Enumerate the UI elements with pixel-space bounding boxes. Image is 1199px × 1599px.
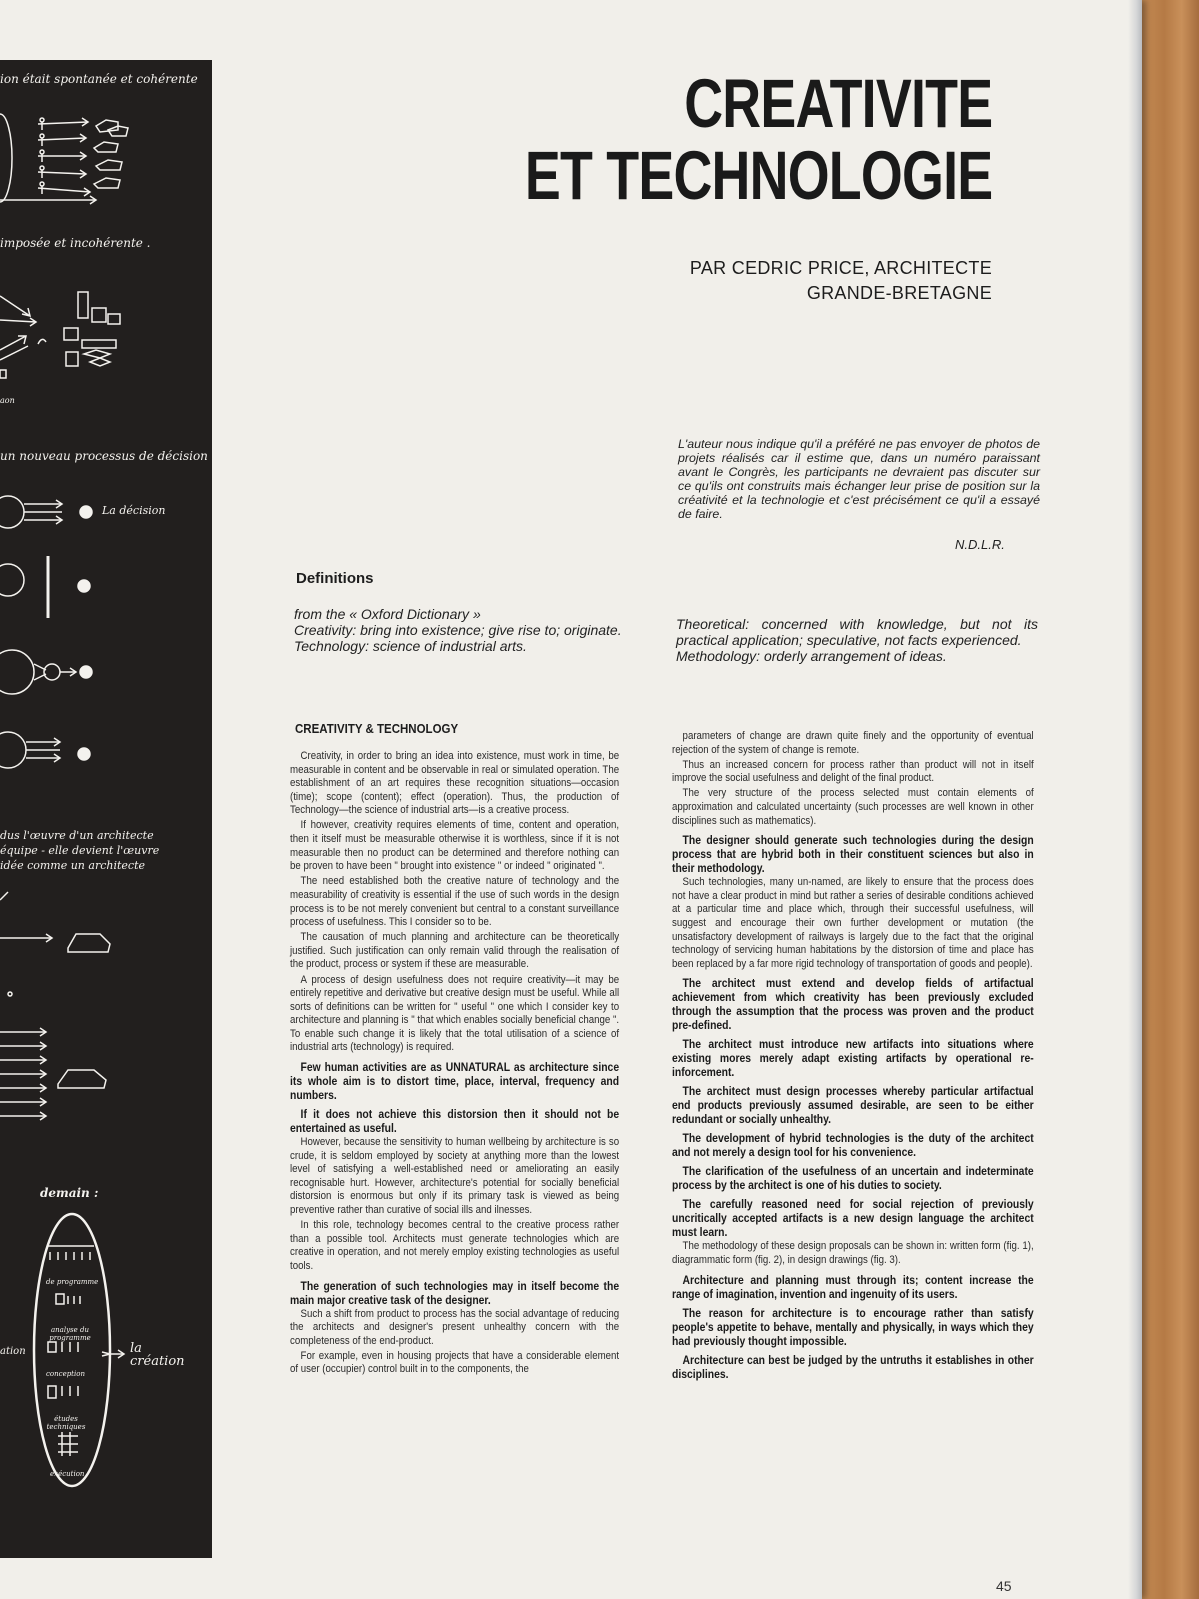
group-outline	[0, 114, 12, 202]
paragraph: Architecture can best be judged by the untruths it establishes in other disciplines.	[672, 1352, 1034, 1381]
section-heading: CREATIVITY & TECHNOLOGY	[295, 722, 459, 736]
paragraph: In this role, technology becomes central to the creative process rather than a possible tool. Architects must generate technologies which are creative in operation, and not merely employ existing technologies as useful tools.	[290, 1219, 620, 1272]
definitions-left	[294, 606, 654, 654]
decision-dot	[80, 506, 92, 518]
decision-label: La décision	[102, 504, 166, 517]
definitions-right	[676, 616, 1038, 664]
paragraph: Creativity, in order to bring an idea into existence, must work in time, be measurable in content and be observable in real or simulated operation. The establishment of an art requires these recognition situations—occasion (time); scope (content); effect (operation). Thus, the production of Technology—the science of industrial arts—is a creative process.	[290, 750, 620, 817]
panel-caption: un nouveau processus de décision	[0, 449, 208, 463]
paragraph: The generation of such technologies may in itself become the main major creative task of the designer.	[290, 1278, 620, 1307]
panel-caption: ion était spontanée et cohérente	[0, 72, 198, 86]
decision-dot	[78, 748, 90, 760]
paragraph: The carefully reasoned need for social rejection of previously uncritically accepted artifacts is a new design language the architect must learn.	[672, 1197, 1034, 1240]
stage-label: analyse du programme	[49, 1326, 91, 1342]
byline-country: GRANDE-BRETAGNE	[806, 283, 992, 303]
table-surface	[1141, 0, 1199, 1599]
definition-technology: Technology: science of industrial arts.	[294, 638, 527, 654]
paragraph: Such technologies, many un-named, are likely to ensure that the process does not have a clear product in mind but rather a series of desirable conditions achieved at a particular time and place which, through their successful usefulness, will suggest and encourage their own further development or mutation (the unsatisfactory development of railways is largely due to the fact that the original technology of servicing human habitations by the distorsion of time and place has been replaced by a far more rigid technology of transportation of goods and people).	[672, 876, 1034, 970]
stage-label: études techniques	[46, 1415, 86, 1431]
hand-drawn-diagrams	[0, 60, 212, 1558]
paragraph: The architect must extend and develop fields of artifactual achievement from which creativity has been previously excluded through the assumption that the process was proven and the product pre-defined.	[672, 976, 1034, 1033]
page-number: 45	[996, 1578, 1012, 1594]
page-edge	[1128, 0, 1142, 1599]
panel-caption: équipe - elle devient l'œuvre	[0, 844, 160, 857]
creation-label: la création	[130, 1341, 185, 1369]
panel-caption: dus l'œuvre d'un architecte	[0, 829, 154, 842]
paragraph: If however, creativity requires elements of time, content and operation, then it itself must be measurable otherwise it is worthless, since if it is not measurable then no product can be determined and therefore nothing can be proven to have been " brought into existence " or indeed " originated ".	[290, 819, 620, 873]
creation-arrow	[102, 1350, 124, 1358]
definition-theoretical: Theoretical: concerned with knowledge, but not its practical application; speculative, not facts experienced.	[676, 616, 1038, 648]
paragraph: Thus an increased concern for process rather than product will not in itself improve the social usefulness and delight of the final product.	[672, 758, 1034, 785]
city-blocks-icon	[64, 292, 120, 366]
paragraph: The clarification of the usefulness of an uncertain and indeterminate process by the architect is one of his duties to society.	[672, 1164, 1034, 1193]
stage-figures	[48, 1246, 94, 1456]
paragraph: The methodology of these design proposals can be shown in: written form (fig. 1), diagrammatic form (fig. 2), in design drawings (fig. 3).	[672, 1240, 1034, 1266]
decision-row	[0, 496, 62, 528]
paragraph: If it does not achieve this distorsion then it should not be entertained as useful.	[290, 1107, 620, 1136]
arrows-to-buildings	[0, 118, 96, 204]
paragraph: Few human activities are as UNNATURAL as architecture since its whole aim is to distort time, place, interval, frequency and numbers.	[290, 1060, 620, 1103]
panel-caption: aon	[0, 396, 15, 405]
stage-label: conception	[46, 1370, 85, 1378]
paragraph: The architect must design processes whereby particular artifactual end products previously assumed desirable, are seen to be either redundant or socially unhealthy.	[672, 1084, 1034, 1127]
diagram-panel	[0, 60, 212, 1558]
arrows-to-house	[0, 1028, 106, 1120]
decision-dot	[80, 666, 92, 678]
paragraph: The need established both the creative nature of technology and the measurability of creativity is essential if the use of such words in the design process is to be not merely convenient but central to a constant surveillance process of usefulness. This I consider so to be.	[290, 875, 620, 929]
paragraph: However, because the sensitivity to human wellbeing by architecture is so crude, it is seldom employed by society at anything more than the lowest level of satisfying a well-established need or ameliorating an easily recognisable hurt. However, architecture's potential for socially beneficial distorsion is enormous but only if its primary task is viewed as being preventive rather than curative of social ills and ilnesses.	[290, 1136, 620, 1217]
title-line: CREATIVITE	[683, 65, 992, 142]
byline-author: PAR CEDRIC PRICE, ARCHITECTE	[689, 258, 992, 278]
definition-source: from the « Oxford Dictionary »	[294, 606, 481, 622]
decision-row	[0, 556, 48, 618]
paragraph: Such a shift from product to process has the social advantage of reducing the architects and designer's present unhealthy concern with the completeness of the end-product.	[290, 1307, 620, 1347]
process-oval	[34, 1214, 110, 1486]
article-title	[524, 65, 992, 214]
building-icons	[94, 120, 128, 188]
paragraph: The reason for architecture is to encourage rather than satisfy people's appetite to behave, mentally and physically, in ways which they had previously thought impossible.	[672, 1305, 1034, 1348]
arrow-to-house	[0, 892, 110, 996]
stage-label: de programme	[46, 1278, 99, 1286]
decision-row	[0, 650, 76, 694]
definition-creativity: Creativity: bring into existence; give rise to; originate.	[294, 622, 622, 638]
editor-note: L'auteur nous indique qu'il a préféré ne pas envoyer de photos de projets réalisés car il estime que, dans un numéro paraissant avant le Congrès, les participants ne devraient pas discuter sur ce qu'ils ont construits mais échanger leur prise de position sur la créativité et la technologie et c'est précisément ce qu'il a essayé de faire.	[678, 437, 1040, 521]
paragraph: Architecture and planning must through its; content increase the range of imagination, invention and ingenuity of its users.	[672, 1272, 1034, 1301]
panel-caption: ation	[0, 1346, 26, 1357]
decision-row	[0, 732, 60, 768]
title-line: ET TECHNOLOGIE	[524, 137, 992, 214]
paragraph: The causation of much planning and architecture can be theoretically justified. Such justification can only remain valid through the realisation of the product, process or system if these are measurable.	[290, 931, 620, 971]
demain-label: demain :	[40, 1186, 99, 1200]
panel-caption: idée comme un architecte	[0, 859, 145, 872]
paragraph: The very structure of the process selected must contain elements of approximation and calculated uncertainty (such processes are well known in other disciplines such as mathematics).	[672, 787, 1034, 827]
paragraph: For example, even in housing projects that have a considerable element of user (occupier) control built in to the components, the	[290, 1349, 620, 1376]
definition-methodology: Methodology: orderly arrangement of ideas.	[676, 648, 947, 664]
editor-signature: N.D.L.R.	[955, 537, 1005, 552]
paragraph: The designer should generate such technologies during the design process that are hybrid both in their constituent sciences but also in their methodology.	[672, 833, 1034, 876]
definitions-heading: Definitions	[296, 570, 374, 587]
body-column-left	[290, 750, 619, 1378]
paragraph: The architect must introduce new artifacts into situations where existing mores merely adapt existing artifacts by operational re-inforcement.	[672, 1037, 1034, 1080]
paragraph: parameters of change are drawn quite finely and the opportunity of eventual rejection of the system of change is remote.	[672, 730, 1034, 756]
arrows-to-city	[0, 296, 46, 378]
panel-caption: imposée et incohérente .	[0, 236, 151, 250]
stage-label: exécution	[50, 1470, 85, 1478]
byline	[690, 256, 992, 306]
body-column-right	[672, 730, 1034, 1382]
decision-dot	[78, 580, 90, 592]
paragraph: The development of hybrid technologies is the duty of the architect and not merely a design tool for his convenience.	[672, 1131, 1034, 1160]
paragraph: A process of design usefulness does not require creativity—it may be entirely repetitive and derivative but creative design must be useful. While all sorts of definitions can be written for " useful " one which I consider key to architecture and planning is " that which enables socially beneficial change ". To enable such change it is likely that the total utilisation of a science of industrial arts (technology) is required.	[290, 973, 620, 1054]
